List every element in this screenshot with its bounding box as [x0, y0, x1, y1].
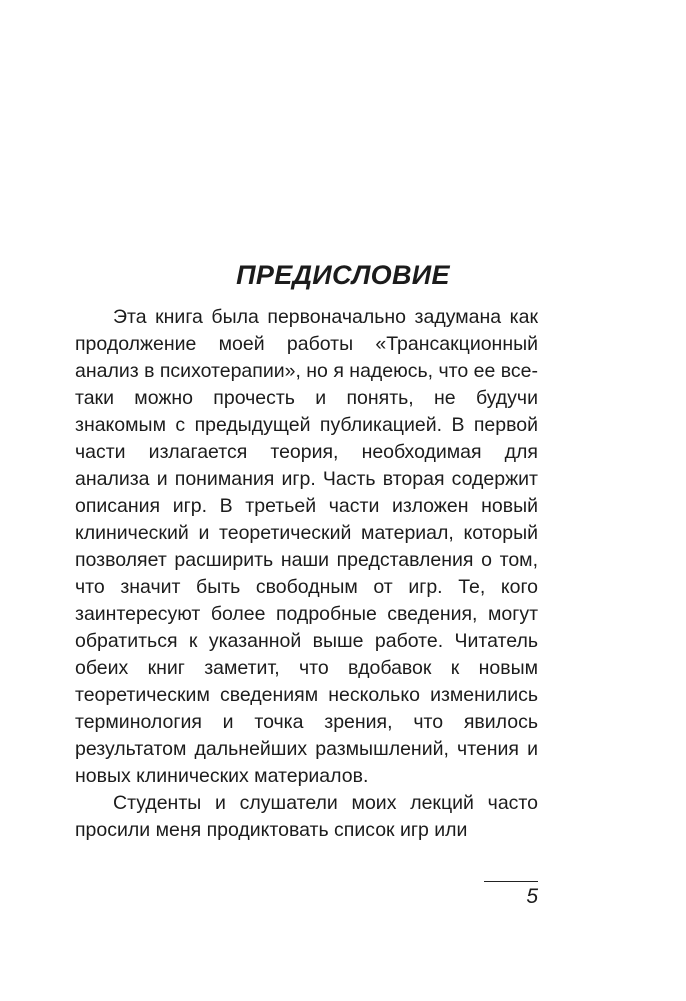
paragraph-2: Студенты и слушатели моих лекций часто просили меня продиктовать список игр или	[75, 792, 538, 841]
page-number-rule	[484, 881, 538, 882]
chapter-heading: ПРЕДИСЛОВИЕ	[236, 260, 450, 290]
body-text	[75, 304, 538, 844]
paragraph-1: Эта книга была первоначально задумана как продолжение моей работы «Трансакционный анализ в психотерапии», но я надеюсь, что ее все-таки можно прочесть и понять, не будучи знакомым с предыдущей публикацией. В первой части излагается теория, необходимая для анализа и понимания игр. Часть вторая содержит описания игр. В третьей части изложен новый клинический и теоретический материал, который позволяет расширить наши представления о том, что значит быть свободным от игр. Те, кого заинтересуют более подробные сведения, могут обратиться к указанной выше работе. Читатель обеих книг заметит, что вдобавок к новым теоретическим сведениям несколько изменились терминология и точка зрения, что явилось результатом дальнейших размышлений, чтения и новых клинических материалов.	[75, 306, 538, 787]
page-number: 5	[526, 885, 538, 908]
